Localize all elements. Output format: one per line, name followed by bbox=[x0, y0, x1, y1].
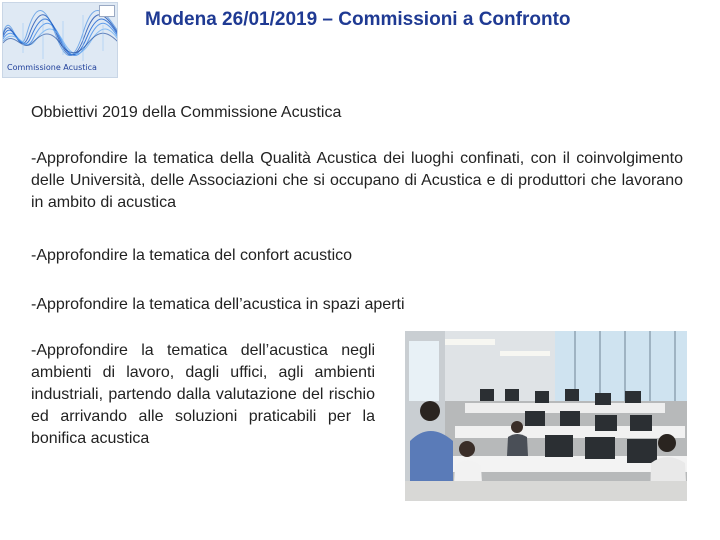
logo-caption: Commissione Acustica bbox=[7, 63, 97, 72]
objective-item-2: -Approfondire la tematica del confort acustico bbox=[31, 247, 353, 264]
commission-logo bbox=[2, 2, 118, 78]
page-title: Modena 26/01/2019 – Commissioni a Confronto bbox=[145, 9, 571, 30]
office-photo bbox=[405, 331, 687, 501]
objective-item-3: -Approfondire la tematica dell’acustica in spazi aperti bbox=[31, 296, 405, 313]
logo-badge-icon bbox=[99, 5, 115, 17]
objective-item-1: -Approfondire la tematica della Qualità Acustica dei luoghi confinati, con il coinvolgimento delle Università, delle Associazioni che si occupano di Acustica e di produttori che lavorano in ambito di acustica bbox=[31, 150, 683, 211]
section-heading: Obbiettivi 2019 della Commissione Acustica bbox=[31, 104, 342, 121]
objective-item-4: -Approfondire la tematica dell’acustica negli ambienti di lavoro, dagli uffici, agli ambienti industriali, partendo dalla valutazione del rischio ed arrivando alle soluzioni praticabili per la bonifica acustica bbox=[31, 342, 375, 447]
